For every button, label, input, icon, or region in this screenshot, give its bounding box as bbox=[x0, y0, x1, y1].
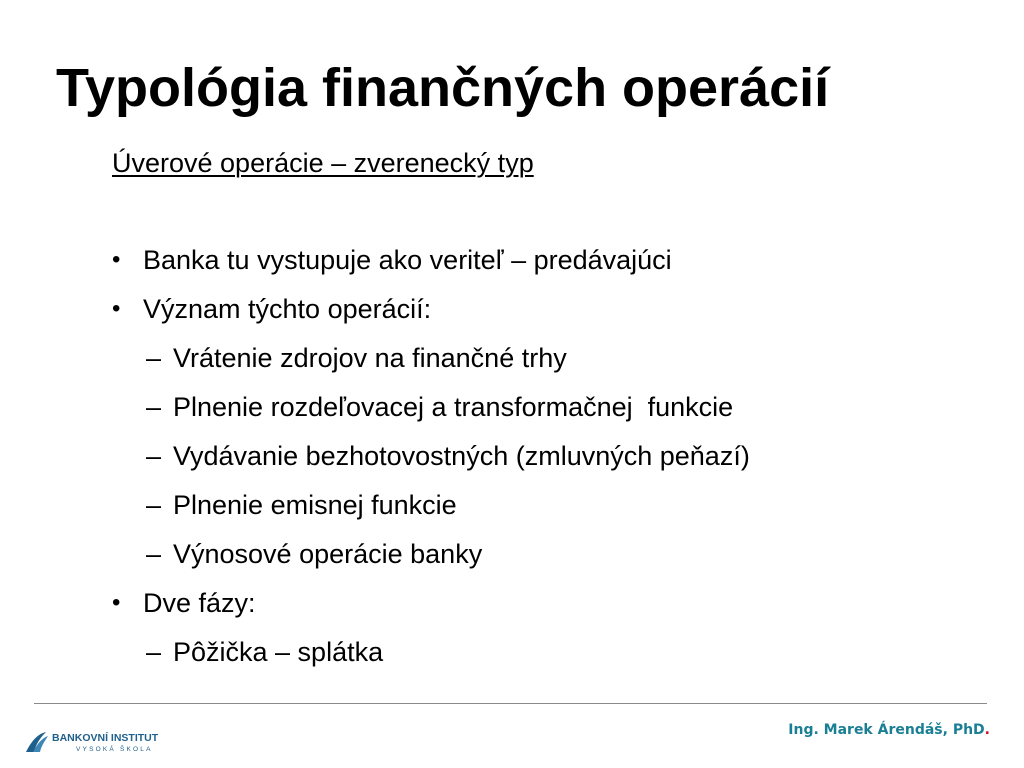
logo-text: BANKOVNÍ INSTITUT bbox=[52, 732, 159, 744]
footer-divider bbox=[34, 703, 987, 704]
logo-subtext: VYSOKÁ ŠKOLA bbox=[76, 746, 153, 753]
author-credit bbox=[788, 722, 990, 738]
list-item-text: Vydávanie bezhotovostných (zmluvných peňazí) bbox=[173, 441, 750, 471]
list-item-text: Výnosové operácie banky bbox=[173, 539, 483, 569]
dash-marker: – bbox=[146, 637, 162, 667]
bank-institute-logo bbox=[24, 726, 184, 754]
list-item-text: Vrátenie zdrojov na finančné trhy bbox=[173, 343, 567, 373]
list-item-text: Význam týchto operácií: bbox=[143, 294, 432, 324]
list-item-text: Banka tu vystupuje ako veriteľ – predávajúci bbox=[143, 245, 672, 275]
bullet-marker: • bbox=[112, 589, 121, 616]
author-name: Ing. Marek Árendáš, PhD bbox=[788, 722, 985, 738]
dash-marker: – bbox=[146, 392, 162, 422]
bank-institute-logo-icon bbox=[24, 726, 184, 754]
list-item-text: Plnenie emisnej funkcie bbox=[173, 490, 457, 520]
list-item-text: Plnenie rozdeľovacej a transformačnej funkcie bbox=[173, 392, 734, 422]
author-dot: . bbox=[984, 722, 990, 738]
list-item-text: Dve fázy: bbox=[143, 588, 256, 618]
list-item-text: Pôžička – splátka bbox=[173, 637, 384, 667]
dash-marker: – bbox=[146, 343, 162, 373]
section-subtitle: Úverové operácie – zverenecký typ bbox=[112, 148, 534, 178]
bullet-marker: • bbox=[112, 295, 121, 322]
slide-title: Typológia finančných operácií bbox=[56, 58, 830, 118]
dash-marker: – bbox=[146, 490, 162, 520]
dash-marker: – bbox=[146, 441, 162, 471]
dash-marker: – bbox=[146, 539, 162, 569]
bullet-marker: • bbox=[112, 246, 121, 273]
